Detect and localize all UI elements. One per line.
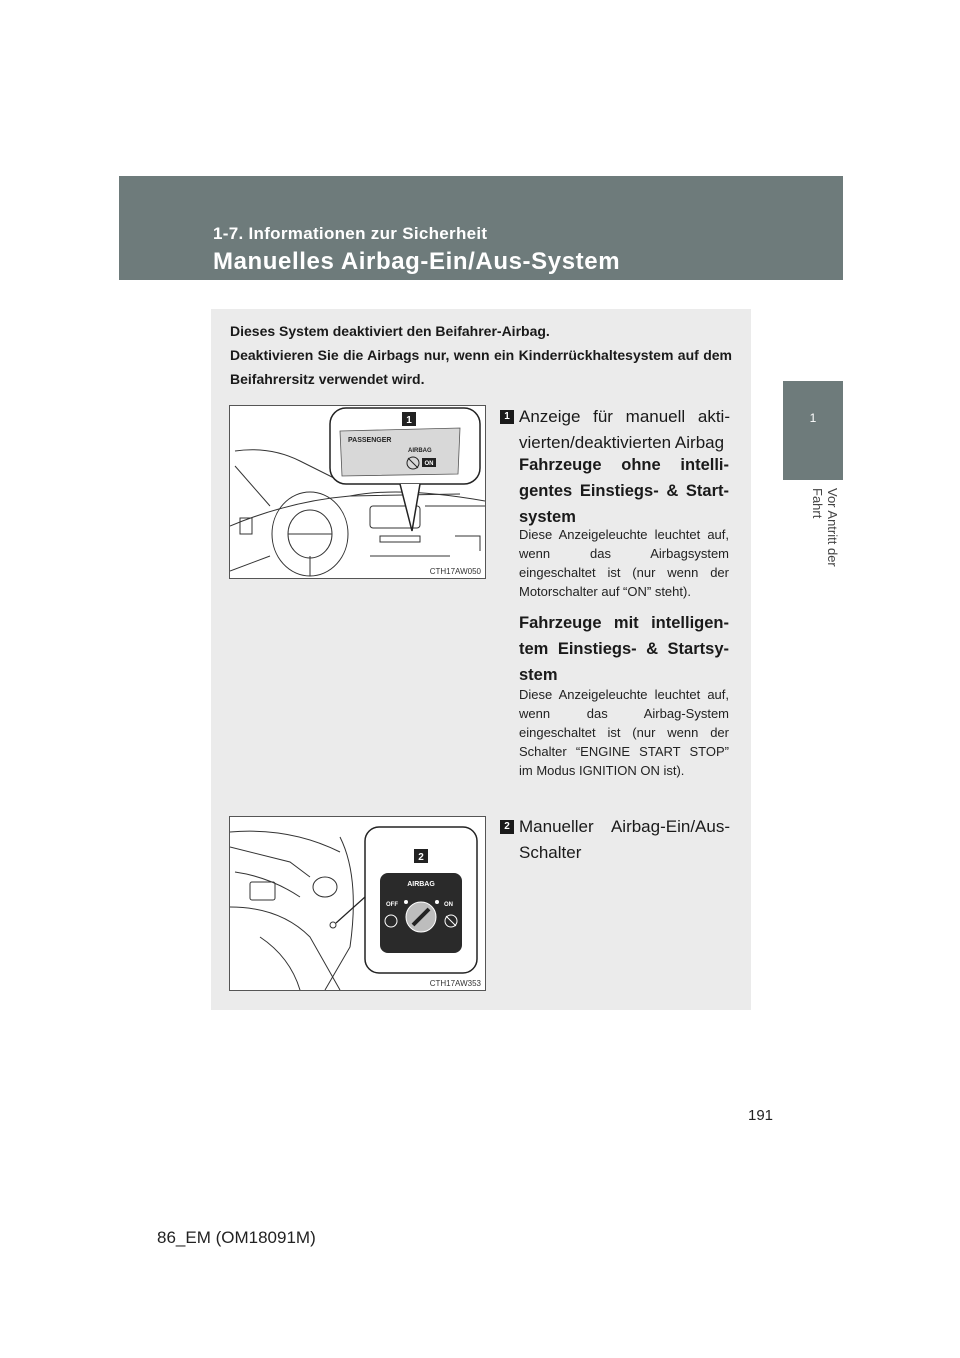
item-1-marker: 1 xyxy=(500,410,514,424)
switch-drawing xyxy=(230,817,485,990)
item-2-title: Manueller Airbag-Ein/Aus-Schalter xyxy=(519,817,730,862)
item-1-text-2: Diese Anzeigeleuchte leuchtet auf, wenn das Airbag-System eingeschaltet ist (nur wenn der Schalter “ENGINE START STOP” im Modus IGNITION ON ist). xyxy=(519,687,729,778)
item-1-text-1: Diese Anzeigeleuchte leuchtet auf, wenn das Airbagsystem eingeschaltet ist (nur wenn der Motorschalter auf “ON” steht). xyxy=(519,527,729,599)
item-2-marker: 2 xyxy=(500,820,514,834)
dashboard-illustration xyxy=(229,405,486,579)
footer-code: 86_EM (OM18091M) xyxy=(157,1228,316,1247)
item-1-heading xyxy=(500,404,730,456)
intro-line-1: Dieses System deaktiviert den Beifahrer-Airbag. xyxy=(230,323,550,339)
airbag-switch-illustration xyxy=(229,816,486,991)
chapter-label: Vor Antritt der Fahrt xyxy=(810,488,840,567)
chapter-number: 1 xyxy=(809,411,817,425)
item-1-subheading-1: Fahrzeuge ohne intelli-gentes Einstiegs- & Start-system xyxy=(519,456,729,526)
passenger-label: PASSENGER xyxy=(348,437,392,444)
figure-code: CTH17AW050 xyxy=(429,567,481,576)
dashboard-drawing xyxy=(230,406,485,578)
figure-code: CTH17AW353 xyxy=(429,979,481,988)
item-2-heading xyxy=(500,814,730,866)
page-number: 191 xyxy=(748,1107,774,1124)
switch-off-label: OFF xyxy=(386,902,398,908)
intro-text xyxy=(230,319,732,391)
item-1-title: Anzeige für manuell akti-vierten/deaktivierten Airbag xyxy=(519,407,730,452)
indicator-on-label: ON xyxy=(424,461,434,467)
switch-on-label: ON xyxy=(444,902,453,908)
switch-airbag-label: AIRBAG xyxy=(407,881,435,888)
indicator-airbag-label: AIRBAG xyxy=(408,448,432,454)
chapter-header xyxy=(119,176,843,280)
item-1-subheading-2: Fahrzeuge mit intelligen-tem Einstiegs- & Startsy-stem xyxy=(519,614,729,684)
intro-line-2: Deaktivieren Sie die Airbags nur, wenn ein Kinderrückhaltesystem auf dem Beifahrersitz verwendet wird. xyxy=(230,347,732,387)
callout-1-label: 1 xyxy=(406,415,412,426)
section-label: 1-7. Informationen zur Sicherheit xyxy=(213,224,488,243)
chapter-tab xyxy=(783,381,843,480)
callout-2-label: 2 xyxy=(418,852,424,863)
page-title: Manuelles Airbag-Ein/Aus-System xyxy=(213,248,621,275)
